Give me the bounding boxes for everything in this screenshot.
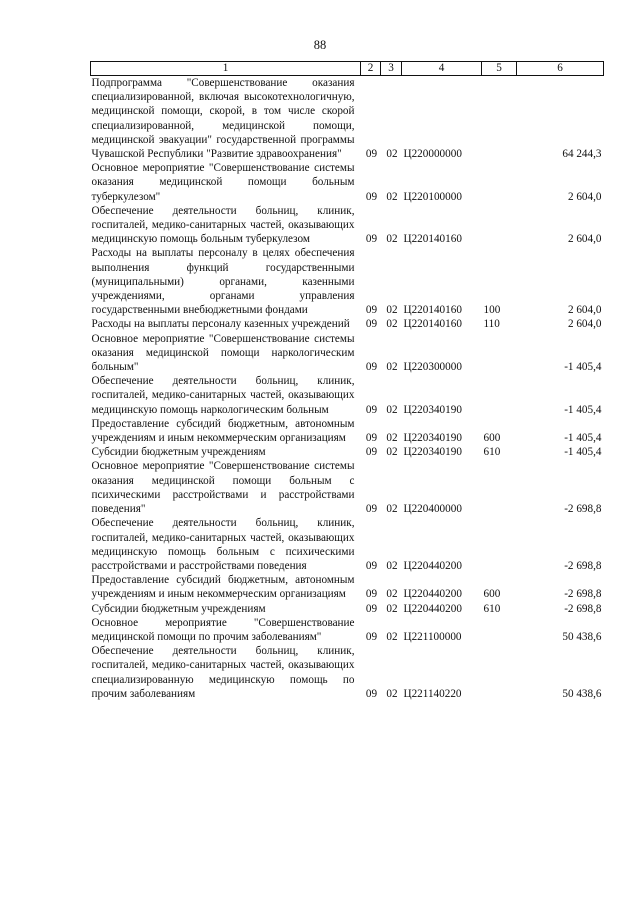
table-row [91, 417, 604, 445]
row-target-code: Ц220400000 [403, 503, 462, 516]
row-section: 09 [365, 602, 378, 615]
row-target-code: Ц221140220 [403, 687, 462, 700]
row-target-code: Ц220140160 [403, 318, 462, 331]
row-section: 09 [365, 503, 378, 516]
row-section: 09 [365, 432, 378, 445]
row-name: Предоставление субсидий бюджетным, автономным учреждениям и иным некоммерческим организациям [91, 417, 355, 445]
row-target-code: Ц220300000 [403, 361, 462, 374]
row-subsection: 02 [386, 304, 398, 317]
row-name: Подпрограмма "Совершенствование оказания специализированной, включая высокотехнологичную, медицинской помощи, скорой, в том числе скорой специализированной, медицинской помощи, медицинской эвакуации" государственной программы Чувашской Республики "Развитие здравоохранения" [91, 77, 355, 161]
row-name: Основное мероприятие "Совершенствование системы оказания медицинской помощи больным туберкулезом" [91, 162, 355, 203]
row-subsection: 02 [386, 602, 398, 615]
row-name: Обеспечение деятельности больниц, клиник, госпиталей, медико-санитарных частей, оказывающих медицинскую помощь наркологическим больным [91, 375, 355, 416]
row-name: Обеспечение деятельности больниц, клиник, госпиталей, медико-санитарных частей, оказывающих специализированную медицинскую помощь по прочим заболеваниям [91, 645, 355, 700]
table-header [91, 62, 604, 76]
row-target-code: Ц220340190 [403, 432, 462, 445]
row-section: 09 [365, 318, 378, 331]
budget-table [90, 61, 604, 701]
row-amount: 50 438,6 [562, 687, 602, 700]
page-number: 88 [313, 38, 327, 52]
table-row [91, 246, 604, 317]
row-expense-type [482, 644, 517, 701]
table-row [91, 76, 604, 162]
row-name: Основное мероприятие "Совершенствование системы оказания медицинской помощи больным с психическими расстройствами и расстройствами поведения" [91, 460, 355, 516]
row-subsection: 02 [386, 687, 398, 700]
row-section: 09 [365, 233, 378, 246]
row-section: 09 [365, 190, 378, 203]
table-row [91, 317, 604, 331]
row-section: 09 [365, 148, 378, 161]
row-section: 09 [365, 304, 378, 317]
row-section: 09 [365, 361, 378, 374]
row-target-code: Ц220340190 [403, 446, 462, 459]
row-target-code: Ц220340190 [403, 403, 462, 416]
header-col-5: 5 [482, 62, 517, 76]
row-amount: -1 405,4 [564, 403, 602, 416]
row-expense-type [482, 204, 517, 247]
row-expense-type [482, 374, 517, 417]
table-body [91, 76, 604, 701]
row-expense-type [482, 76, 517, 162]
row-name: Расходы на выплаты персоналу казенных учреждений [91, 318, 350, 331]
row-target-code: Ц220000000 [403, 148, 462, 161]
row-section: 09 [365, 559, 378, 572]
header-col-4: 4 [402, 62, 482, 76]
row-subsection: 02 [386, 630, 398, 643]
table-row [91, 332, 604, 375]
row-subsection: 02 [386, 190, 398, 203]
row-amount: -2 698,8 [564, 588, 602, 601]
row-expense-type [482, 332, 517, 375]
row-expense-type: 110 [483, 318, 500, 331]
row-section: 09 [365, 446, 378, 459]
row-expense-type [482, 516, 517, 573]
row-amount: -1 405,4 [564, 361, 602, 374]
row-subsection: 02 [386, 233, 398, 246]
header-col-3: 3 [381, 62, 402, 76]
row-amount: 2 604,0 [567, 233, 602, 246]
row-amount: -1 405,4 [564, 446, 602, 459]
row-target-code: Ц220440200 [403, 602, 462, 615]
header-col-6: 6 [517, 62, 604, 76]
table-row [91, 161, 604, 204]
row-amount: 2 604,0 [567, 318, 602, 331]
row-expense-type: 610 [483, 446, 501, 459]
row-name: Субсидии бюджетным учреждениям [91, 602, 266, 615]
table-row [91, 602, 604, 616]
row-amount: 2 604,0 [567, 190, 602, 203]
row-expense-type: 600 [483, 432, 501, 445]
row-amount: 50 438,6 [562, 630, 602, 643]
row-subsection: 02 [386, 361, 398, 374]
row-amount: -2 698,8 [564, 602, 602, 615]
row-target-code: Ц220140160 [403, 233, 462, 246]
row-name: Основное мероприятие "Совершенствование системы оказания медицинской помощи наркологическим больным" [91, 332, 355, 374]
table-row [91, 204, 604, 247]
row-subsection: 02 [386, 446, 398, 459]
header-col-2: 2 [361, 62, 381, 76]
row-section: 09 [365, 687, 378, 700]
row-expense-type: 100 [483, 304, 501, 317]
table-row [91, 573, 604, 601]
row-amount: 2 604,0 [567, 304, 602, 317]
row-amount: -2 698,8 [564, 503, 602, 516]
row-expense-type [482, 459, 517, 516]
table-row [91, 644, 604, 701]
row-target-code: Ц220140160 [403, 304, 462, 317]
header-col-1: 1 [91, 62, 361, 76]
row-section: 09 [365, 630, 378, 643]
row-expense-type [482, 161, 517, 204]
row-name: Обеспечение деятельности больниц, клиник, госпиталей, медико-санитарных частей, оказывающих медицинскую помощь больным туберкулезом [91, 204, 355, 246]
row-subsection: 02 [386, 503, 398, 516]
row-name: Основное мероприятие "Совершенствование медицинской помощи по прочим заболеваниям" [91, 616, 355, 643]
row-expense-type: 610 [483, 602, 501, 615]
table-row [91, 516, 604, 573]
row-expense-type [482, 616, 517, 644]
row-subsection: 02 [386, 559, 398, 572]
row-name: Предоставление субсидий бюджетным, автономным учреждениям и иным некоммерческим организациям [91, 574, 355, 601]
row-name: Субсидии бюджетным учреждениям [91, 446, 266, 459]
row-target-code: Ц220100000 [403, 190, 462, 203]
row-section: 09 [365, 588, 378, 601]
row-target-code: Ц221100000 [403, 630, 462, 643]
row-subsection: 02 [386, 148, 398, 161]
row-name: Расходы на выплаты персоналу в целях обеспечения выполнения функций государственными (муниципальными) органами, казенными учреждениями, органами управления государственными внебюджетными фондами [91, 247, 355, 317]
row-amount: -1 405,4 [564, 432, 602, 445]
table-row [91, 445, 604, 459]
table-row [91, 616, 604, 644]
row-subsection: 02 [386, 588, 398, 601]
row-subsection: 02 [386, 432, 398, 445]
row-name: Обеспечение деятельности больниц, клиник, госпиталей, медико-санитарных частей, оказывающих медицинскую помощь больным с психическими расстройствами и расстройствами поведения [91, 517, 355, 572]
table-row [91, 374, 604, 417]
row-amount: -2 698,8 [564, 559, 602, 572]
row-expense-type: 600 [483, 588, 501, 601]
row-section: 09 [365, 403, 378, 416]
row-amount: 64 244,3 [562, 148, 602, 161]
row-subsection: 02 [386, 318, 398, 331]
row-target-code: Ц220440200 [403, 559, 462, 572]
row-target-code: Ц220440200 [403, 588, 462, 601]
table-row [91, 459, 604, 516]
row-subsection: 02 [386, 403, 398, 416]
